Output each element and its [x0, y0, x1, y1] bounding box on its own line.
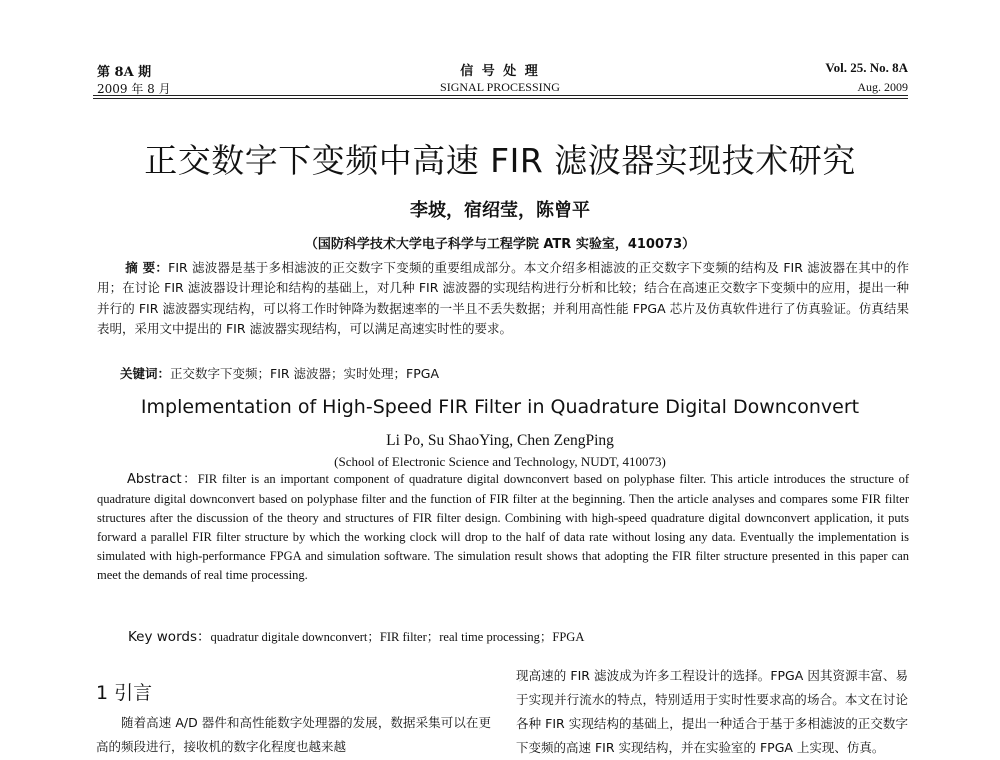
abstract-cn-label: 摘 要： — [125, 260, 169, 275]
header-rule-thin — [93, 98, 908, 99]
authors-cn: 李坡，宿绍莹，陈曾平 — [410, 200, 590, 221]
issue-date: 2009 年 8 月 — [97, 82, 171, 96]
abstract-en-text: FIR filter is an important component of quadrature digital downconvert based on polyphase filter. This article introduces the structure of quadrature digital downconvert based on polyphase filter and the function of FIR filter at the beginning. Then the article analyses and compares some FIR filter structures after the discussion of the theory and structures of FIR filter design. Combining with high-speed quadrature digital downconvert application, it puts forward a parallel FIR filter structure by which the working clock will drop to the half of data rate without losing any data. Eventually the implementation is simulated with high-performance FPGA and simulation software. The simulation result shows that adopting the FIR filter structure presented in this paper can meet the demands of real time processing. — [97, 472, 910, 582]
keywords-cn-text: 正交数字下变频；FIR 滤波器；实时处理；FPGA — [170, 366, 440, 381]
header-rule — [93, 95, 908, 96]
journal-name-cn: 信 号 处 理 — [460, 64, 540, 79]
keywords-en-label: Key words： — [128, 629, 211, 645]
keywords-cn — [120, 364, 439, 382]
abstract-en — [97, 470, 909, 584]
paper-title-en: Implementation of High-Speed FIR Filter in Quadrature Digital Downconvert — [140, 396, 860, 418]
abstract-cn-text: FIR 滤波器是基于多相滤波的正交数字下变频的重要组成部分。本文介绍多相滤波的正交数字下变频的结构及 FIR 滤波器在其中的作用；在讨论 FIR 滤波器设计理论和结构的基础上，对几种 FIR 滤波器的实现结构进行分析和比较；结合在高速正交数字下变频中的应用，提出一种并行的 FIR 滤波器实现结构，可以将工作时钟降为数据速率的一半且不丢失数据；并利用高性能 FPGA 芯片及仿真软件进行了仿真验证。仿真结果表明，采用文中提出的 FIR 滤波器实现结构，可以满足高速实时性的要求。 — [97, 260, 909, 337]
affiliation-cn: （国防科学技术大学电子科学与工程学院 ATR 实验室，410073） — [304, 237, 696, 252]
body-column-left: 随着高速 A/D 器件和高性能数字处理器的发展，数据采集可以在更高的频段进行，接收机的数字化程度也越来越 — [96, 715, 491, 754]
issue-number: 第 8A 期 — [97, 65, 152, 80]
authors-en: Li Po, Su ShaoYing, Chen ZengPing — [386, 432, 614, 449]
abstract-en-label: Abstract： — [127, 472, 198, 487]
keywords-cn-label: 关键词： — [120, 366, 171, 381]
volume-number: Vol. 25. No. 8A — [825, 60, 908, 75]
keywords-en — [128, 625, 584, 645]
issue-date-en: Aug. 2009 — [857, 80, 908, 94]
section-heading: 1 引言 — [96, 682, 153, 704]
journal-name-en: SIGNAL PROCESSING — [440, 80, 560, 94]
keywords-en-text: quadratur digitale downconvert；FIR filter；real time processing；FPGA — [210, 630, 585, 644]
abstract-cn — [97, 258, 909, 340]
affiliation-en: (School of Electronic Science and Technology, NUDT, 410073) — [334, 454, 666, 469]
paper-title-cn: 正交数字下变频中高速 FIR 滤波器实现技术研究 — [144, 141, 856, 180]
body-column-right: 现高速的 FIR 滤波成为许多工程设计的选择。FPGA 因其资源丰富、易于实现并行流水的特点，特别适用于实时性要求高的场合。本文在讨论各种 FIR 实现结构的基础上，提出一种适合于基于多相滤波的正交数字下变频的高速 FIR 实现结构，并在实验室的 FPGA 上实现、仿真。 — [516, 668, 908, 755]
